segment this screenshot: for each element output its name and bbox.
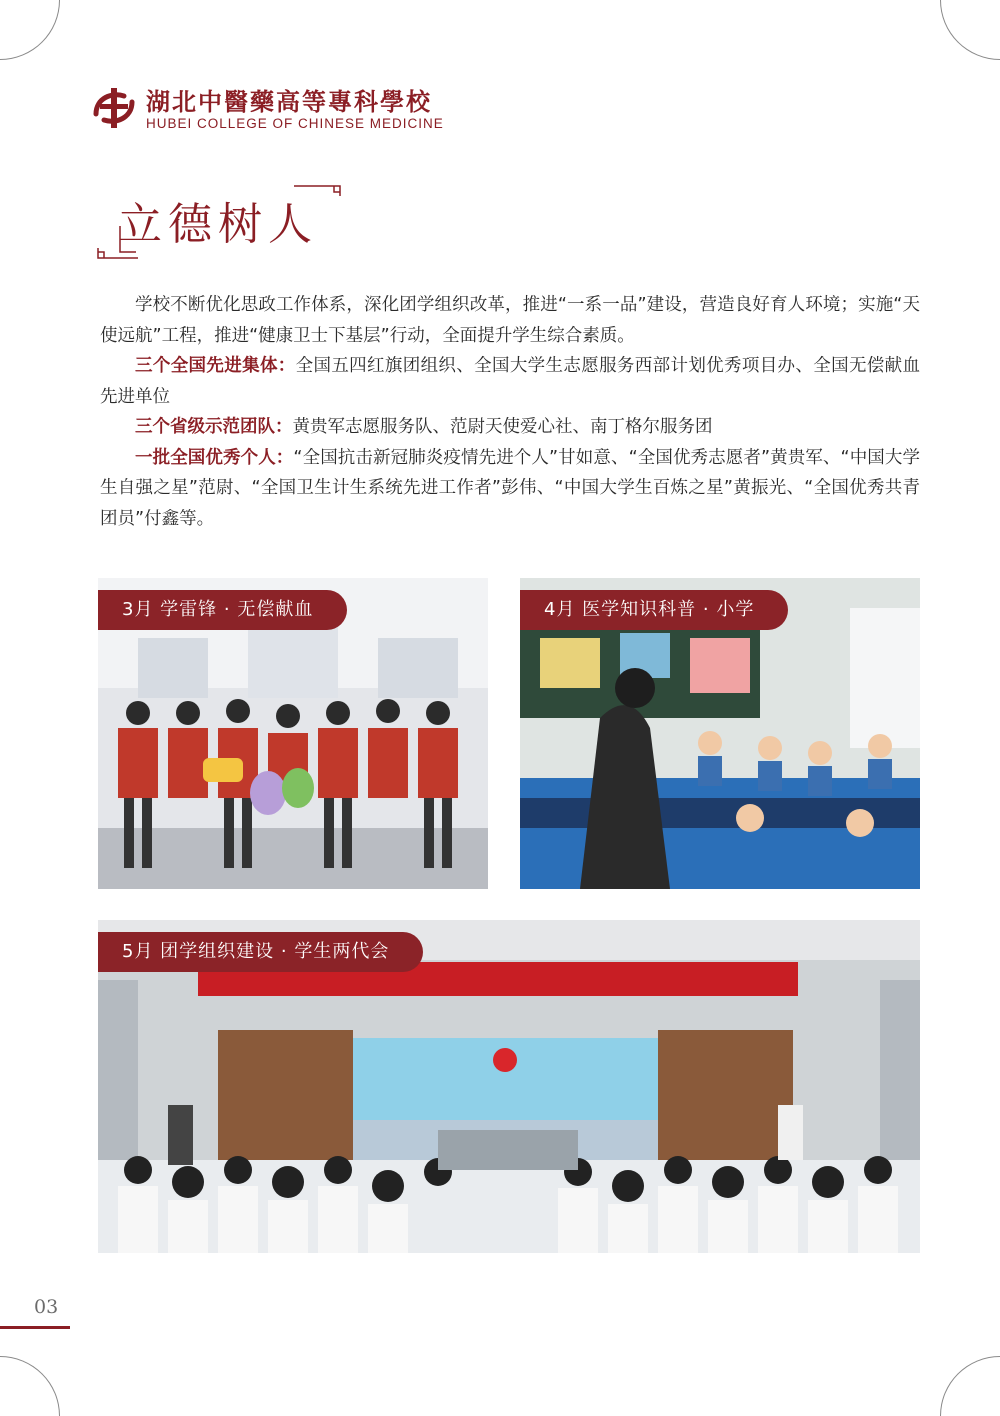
photo-science-class bbox=[520, 578, 920, 889]
corner-ornament-top-left bbox=[0, 0, 60, 60]
photo-caption-april: 4月 医学知识科普 · 小学 bbox=[520, 590, 788, 630]
college-emblem-icon bbox=[90, 84, 138, 132]
national-groups-text: 全国五四红旗团组织、全国大学生志愿服务西部计划优秀项目办、全国无偿献血先进单位 bbox=[100, 356, 920, 407]
college-name-en: HUBEI COLLEGE OF CHINESE MEDICINE bbox=[146, 116, 444, 131]
individuals-label: 一批全国优秀个人： bbox=[135, 447, 294, 468]
national-groups-label: 三个全国先进集体： bbox=[135, 356, 296, 376]
college-name-cn: 湖北中醫藥高等專科學校 bbox=[146, 87, 432, 116]
page-number: 03 bbox=[34, 1296, 59, 1318]
photo-student-congress bbox=[98, 920, 920, 1253]
page-title: 立德树人 bbox=[118, 199, 318, 250]
corner-ornament-top-right bbox=[940, 0, 1000, 60]
intro-paragraph: 学校不断优化思政工作体系，深化团学组织改革，推进“一系一品”建设，营造良好育人环境；实施“天使远航”工程，推进“健康卫士下基层”行动，全面提升学生综合素质。 bbox=[100, 295, 920, 346]
individuals-paragraph bbox=[100, 443, 920, 535]
provincial-teams-label: 三个省级示范团队： bbox=[135, 417, 293, 437]
section-heading bbox=[94, 182, 344, 262]
provincial-teams-text: 黄贵军志愿服务队、范尉天使爱心社、南丁格尔服务团 bbox=[292, 417, 713, 437]
photo-blood-donation bbox=[98, 578, 488, 889]
photo-caption-may: 5月 团学组织建设 · 学生两代会 bbox=[98, 932, 423, 972]
corner-ornament-bottom-right bbox=[940, 1356, 1000, 1416]
photo-caption-march: 3月 学雷锋 · 无偿献血 bbox=[98, 590, 347, 630]
corner-ornament-bottom-left bbox=[0, 1356, 60, 1416]
national-groups-paragraph bbox=[100, 351, 920, 412]
individuals-text: “全国抗击新冠肺炎疫情先进个人”甘如意、“全国优秀志愿者”黄贵军、“中国大学生自强之星”范尉、“全国卫生计生系统先进工作者”彭伟、“中国大学生百炼之星”黄振光、“全国优秀共青团员”付鑫等。 bbox=[100, 447, 920, 529]
body-text bbox=[100, 290, 920, 534]
provincial-teams-paragraph bbox=[100, 412, 920, 443]
page-number-underline bbox=[0, 1326, 70, 1329]
college-logo bbox=[90, 80, 470, 140]
